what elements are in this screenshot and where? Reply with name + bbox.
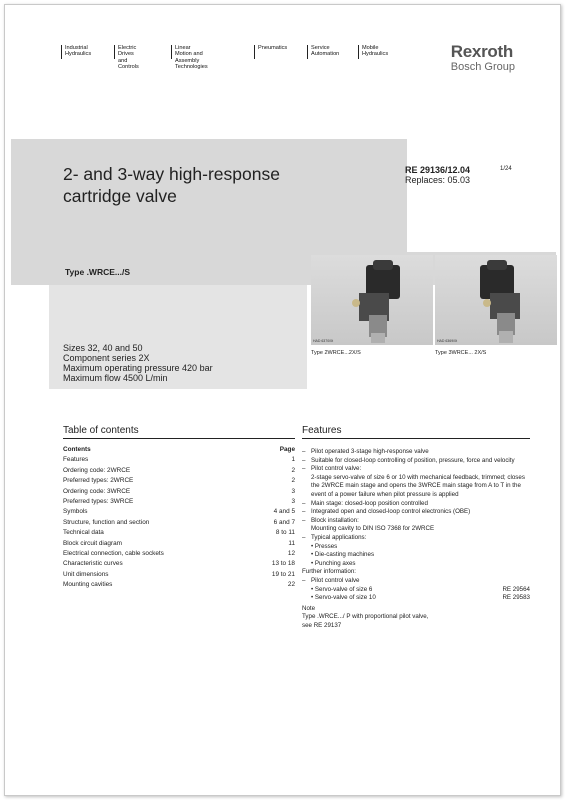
- note-line-2: see RE 29137: [302, 621, 342, 629]
- toc-label: Features: [63, 456, 89, 464]
- reference-row: [302, 586, 530, 595]
- toc-label: Preferred types: 3WRCE: [63, 497, 134, 505]
- spec-flow: Maximum flow 4500 L/min: [63, 373, 168, 383]
- toc-row[interactable]: [63, 570, 295, 580]
- reference-number: RE 29583: [502, 594, 530, 602]
- toc-label: Mounting cavities: [63, 581, 113, 589]
- page-title: [63, 163, 363, 207]
- toc-page: 19 to 21: [271, 570, 295, 578]
- toc-page: 6 and 7: [273, 518, 295, 526]
- toc-label: Structure, function and section: [63, 518, 150, 526]
- toc-label: Ordering code: 2WRCE: [63, 466, 131, 474]
- feature-item: – Suitable for closed-loop controlling of position, pressure, force and velocity: [302, 457, 530, 466]
- toc-page: 3: [291, 497, 295, 505]
- photo-code-2wrce: HAD 6370/0t: [313, 339, 334, 343]
- nav-electric-drives[interactable]: Electric Drives and Controls: [114, 45, 139, 59]
- feature-item: – Pilot control valve: 2-stage servo-valve of size 6 or 10 with mechanical feedback, trimmed; closes the 2WRCE main stage and opens the 3WRCE main stage from A to T in the event of a power failure when pilot pressure is applied: [302, 465, 525, 498]
- feature-text: Pilot operated 3-stage high-response valve: [311, 448, 429, 455]
- toc-page: 8 to 11: [275, 529, 295, 537]
- reference-number: RE 29564: [502, 585, 530, 593]
- valve-image-2way: [311, 255, 433, 345]
- application-item: • Punching axes: [311, 559, 356, 567]
- toc-row[interactable]: [63, 507, 295, 517]
- toc-row[interactable]: [63, 455, 295, 465]
- feature-detail: Mounting cavity to DIN ISO 7368 for 2WRCE: [311, 525, 435, 533]
- toc-row[interactable]: [63, 476, 295, 486]
- feature-item: – Typical applications: • Presses • Die-casting machines • Punching axes: [302, 534, 530, 568]
- feature-text: Pilot control valve:: [311, 465, 362, 473]
- feature-text: Suitable for closed-loop controlling of position, pressure, force and velocity: [311, 456, 515, 464]
- nav-mobile-hydraulics[interactable]: Mobile Hydraulics: [358, 45, 388, 59]
- toc-label: Electrical connection, cable sockets: [63, 549, 164, 557]
- reference-row: [302, 594, 530, 603]
- photo-caption-2wrce: Type 2WRCE...2X/S: [311, 350, 361, 356]
- pilot-control-item: – Pilot control valve: [302, 577, 530, 586]
- toc-page: 2: [291, 466, 295, 474]
- product-photo-3wrce: [435, 255, 557, 345]
- application-item: • Die-casting machines: [311, 551, 375, 559]
- toc-page: 1: [291, 456, 295, 464]
- type-label: Type .WRCE.../S: [65, 267, 131, 277]
- toc-row[interactable]: [63, 466, 295, 476]
- spec-list: [63, 343, 213, 383]
- toc-col-contents: Contents: [63, 446, 91, 453]
- application-item: • Presses: [311, 542, 338, 550]
- nav-linear-motion[interactable]: Linear Motion and Assembly Technologies: [171, 45, 208, 59]
- feature-text: Block installation:: [311, 516, 359, 524]
- toc-row[interactable]: [63, 580, 295, 590]
- toc-row[interactable]: [63, 518, 295, 528]
- toc-row[interactable]: [63, 539, 295, 549]
- toc-label: Unit dimensions: [63, 570, 109, 578]
- product-photo-2wrce: [311, 255, 433, 345]
- toc-page: 11: [288, 539, 295, 547]
- toc-page: 13 to 18: [271, 560, 295, 568]
- toc-col-page: Page: [279, 446, 295, 453]
- toc-header-row: [63, 445, 295, 455]
- brand-logo: [451, 43, 515, 73]
- feature-item: – Pilot operated 3-stage high-response valve: [302, 448, 530, 457]
- toc-page: 4 and 5: [273, 508, 295, 516]
- features-heading: Features: [302, 425, 530, 439]
- page-number: 1/24: [500, 166, 512, 172]
- doc-ref-number: RE 29136/12.04: [405, 165, 471, 175]
- nav-service-automation[interactable]: Service Automation: [307, 45, 339, 59]
- spec-sizes: Sizes 32, 40 and 50: [63, 343, 143, 353]
- toc-page: 22: [287, 581, 295, 589]
- toc-label: Symbols: [63, 508, 88, 516]
- valve-image-3way: [435, 255, 557, 345]
- doc-replaces: Replaces: 05.03: [405, 175, 471, 185]
- features-list: [302, 448, 530, 630]
- toc-row[interactable]: [63, 549, 295, 559]
- feature-item: – Integrated open and closed-loop control electronics (OBE): [302, 508, 530, 517]
- brand-name: Rexroth: [450, 42, 513, 61]
- feature-text: Typical applications:: [311, 533, 367, 541]
- feature-item: – Main stage: closed-loop position controlled: [302, 500, 530, 509]
- nav-industrial-hydraulics[interactable]: Industrial Hydraulics: [61, 45, 91, 59]
- title-line-1: 2- and 3-way high-response: [63, 164, 280, 184]
- note-line-1: Type .WRCE.../ P with proportional pilot valve,: [302, 613, 429, 621]
- toc-row[interactable]: [63, 559, 295, 569]
- toc-row[interactable]: [63, 487, 295, 497]
- brand-group: Bosch Group: [450, 61, 515, 73]
- reference-label: • Servo-valve of size 10: [311, 594, 376, 602]
- further-info-heading: Further information:: [302, 568, 356, 576]
- toc-label: Preferred types: 2WRCE: [63, 477, 134, 485]
- toc-row[interactable]: [63, 528, 295, 538]
- feature-item: – Block installation: Mounting cavity to DIN ISO 7368 for 2WRCE: [302, 516, 435, 533]
- toc-label: Technical data: [63, 529, 104, 537]
- table-of-contents: [63, 445, 295, 590]
- pilot-control-text: Pilot control valve: [311, 576, 360, 584]
- toc-label: Characteristic curves: [63, 560, 123, 568]
- toc-label: Ordering code: 3WRCE: [63, 487, 131, 495]
- nav-pneumatics[interactable]: Pneumatics: [254, 45, 287, 59]
- note-heading: Note: [302, 604, 316, 612]
- toc-heading: Table of contents: [63, 425, 295, 439]
- title-line-2: cartridge valve: [63, 186, 177, 206]
- feature-text: Integrated open and closed-loop control electronics (OBE): [311, 508, 471, 516]
- spec-pressure: Maximum operating pressure 420 bar: [63, 363, 213, 373]
- feature-text: Main stage: closed-loop position controlled: [311, 499, 428, 507]
- toc-label: Block circuit diagram: [63, 539, 122, 547]
- toc-row[interactable]: [63, 497, 295, 507]
- photo-caption-3wrce: Type 3WRCE... 2X/S: [435, 350, 487, 356]
- document-reference: [405, 165, 470, 185]
- reference-label: • Servo-valve of size 6: [311, 585, 373, 593]
- spec-series: Component series 2X: [63, 353, 150, 363]
- photo-code-3wrce: HAD 6369/0t: [437, 339, 458, 343]
- toc-page: 2: [291, 477, 295, 485]
- feature-detail: 2-stage servo-valve of size 6 or 10 with mechanical feedback, trimmed; closes the 2WRCE main stage and opens the 3WRCE main stage from A to T in the event of a power failure when pilot pressure is applied: [311, 473, 525, 498]
- toc-page: 12: [287, 549, 295, 557]
- document-page: [4, 4, 561, 796]
- toc-page: 3: [291, 487, 295, 495]
